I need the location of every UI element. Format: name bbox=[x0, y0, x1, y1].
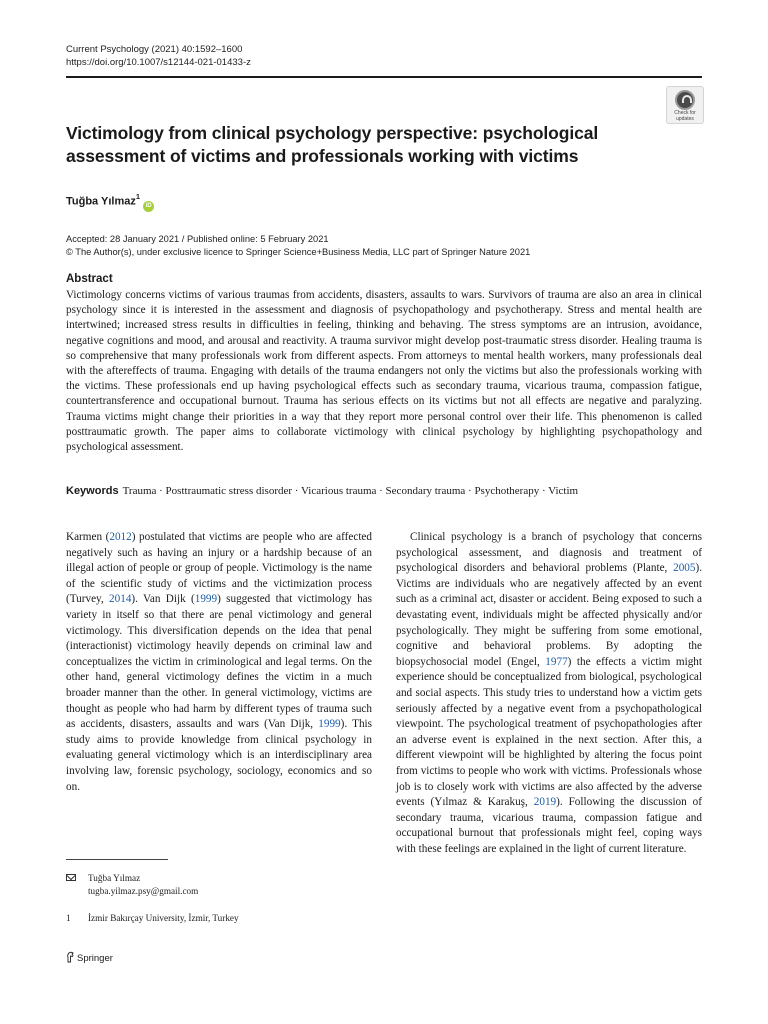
publisher-name: Springer bbox=[77, 953, 113, 964]
intro-paragraph-2 bbox=[396, 530, 702, 857]
text-run: ). This study aims to provide knowledge from clinical psychology in evaluating general victimology which is an interdisciplinary area involving law, forensic psychology, sociology, economics and so on. bbox=[66, 718, 372, 793]
citation-link[interactable]: 1999 bbox=[318, 718, 341, 731]
orcid-icon[interactable]: iD bbox=[143, 201, 154, 212]
citation-link[interactable]: 2019 bbox=[533, 796, 557, 809]
journal-header bbox=[66, 43, 251, 69]
check-updates-icon bbox=[675, 90, 695, 110]
text-run: ) the effects a victim might experience should be conceptualized from biological, psychological and social aspects. This study tries to understand how a victim gets seriously affected by a negative event from a psychopathological viewpoint. The psychological treatment of psychopathologies after an adverse event is explained in the next section. After this, a different viewpoint will be highlighted by altering the focus point from victims to people who work with victims. Professionals whose job is to closely work with victims are also affected by the adverse events (Yılmaz & Karakuş, bbox=[396, 655, 702, 809]
title-line1: Victimology from clinical psychology perspective: psychological bbox=[66, 123, 599, 143]
keywords-heading: Keywords bbox=[66, 485, 119, 497]
envelope-icon bbox=[66, 874, 76, 881]
check-for-updates-badge[interactable] bbox=[666, 86, 704, 124]
badge-line2: updates bbox=[676, 115, 694, 122]
text-run: ) postulated that victims are people who are affected negatively such as having an injury or a hardship because of an illegal action of people or group of people. Victimology is the name of the scientific study of victims and the victimization process (Turvey, bbox=[66, 531, 372, 606]
text-run: Karmen ( bbox=[66, 531, 110, 543]
affiliation-mark: 1 bbox=[66, 913, 71, 923]
text-run: ). Victims are individuals who are negatively affected by an event such as a criminal act, disaster or accident. Being exposed to such a devastating event, individuals might be affected physically and/or psychologically. They might be suffering from some emotional, cognitive and behavioral problems. By adopting the biopsychosocial model (Engel, bbox=[396, 562, 702, 668]
badge-line1: Check for bbox=[674, 110, 696, 116]
copyright-line: © The Author(s), under exclusive licence to Springer Science+Business Media, LLC part of Springer Nature 2021 bbox=[66, 247, 531, 257]
citation-link[interactable]: 1977 bbox=[545, 655, 568, 668]
citation-link[interactable]: 2005 bbox=[673, 562, 696, 575]
keywords-list: Trauma · Posttraumatic stress disorder · Vicarious trauma · Secondary trauma · Psychotherapy · Victim bbox=[122, 485, 579, 497]
author-line bbox=[66, 193, 154, 212]
body-column-left bbox=[66, 530, 372, 795]
paper-title bbox=[66, 122, 666, 167]
text-run: ). Following the discussion of secondary trauma, vicarious trauma, compassion fatigue and occupational burnout that professionals might feel, coping ways with these feelings are explained in the light of current literature. bbox=[396, 796, 702, 855]
body-column-right bbox=[396, 530, 702, 857]
citation-link[interactable]: 2012 bbox=[109, 531, 132, 543]
publisher-footer bbox=[66, 951, 113, 964]
accepted-date: Accepted: 28 January 2021 / Published online: 5 February 2021 bbox=[66, 234, 329, 244]
abstract-text: Victimology concerns victims of various traumas from accidents, disasters, assaults to wars. Survivors of trauma are also an area in clinical psychology since it is interested in the assessment and diagnosis of psychopathology and psychotherapy. Stress and mental health are intertwined; increased stress results in difficulties in feeling, thinking and behaving. The stress symptoms are an intrusion, avoidance, negative cognitions and mood, and arousal and reactivity. A trauma survivor might develop post-traumatic stress disorder. Healing trauma is so comprehensive that many professionals work from different aspects. From attorneys to mental health workers, many professionals deal with the aftereffects of trauma. Engaging with details of the trauma endangers not only the victims but also the professionals working with the victims. These professionals end up having psychological effects such as secondary trauma, vicarious trauma, compassion fatigue, countertransference and occupational burnout. Trauma has serious effects on its victims but not all effects are negative and paralyzing. Trauma victims might change their priorities in a way that they report more personal control over their life. This phenomenon is called posttraumatic growth. The paper aims to collaborate victimology with clinical psychology by highlighting psychopathology and psychological assessment. bbox=[66, 289, 702, 454]
footnote-author-name: Tuğba Yılmaz bbox=[88, 873, 141, 883]
citation-link[interactable]: 2014 bbox=[109, 593, 132, 606]
text-run: Clinical psychology is a branch of psychology that concerns psychological assessment, and diagnosis and treatment of psychological disorders and behavioral problems (Plante, bbox=[396, 531, 702, 575]
header-rule bbox=[66, 76, 702, 78]
keywords-line bbox=[66, 484, 702, 498]
author-name: Tuğba Yılmaz bbox=[66, 195, 136, 208]
doi-link[interactable]: https://doi.org/10.1007/s12144-021-01433-z bbox=[66, 57, 251, 68]
author-affil-mark: 1 bbox=[135, 192, 141, 201]
text-run: ). Van Dijk ( bbox=[131, 593, 195, 606]
title-line2: assessment of victims and professionals working with victims bbox=[66, 145, 579, 166]
abstract-heading: Abstract bbox=[66, 273, 113, 285]
corresponding-author-note bbox=[66, 872, 372, 897]
affiliation-text: İzmir Bakırçay University, İzmir, Turkey bbox=[88, 913, 239, 923]
springer-horse-icon bbox=[66, 951, 75, 963]
footnote-rule bbox=[66, 859, 168, 860]
text-run: ) suggested that victimology has variety in itself so that there are penal victimology and general victimology. This diversification depends on the idea that penal (interactionist) victimology heavily depends on criminal law and conceptualizes the victim in criminological and legal terms. On the other hand, general victimology defines the victim in a much broader manner than the other. In general victimology, victims are thought as people who had harm by different types of trauma such as accidents, disasters, assaults and wars (Van Dijk, bbox=[66, 593, 372, 731]
intro-paragraph-1 bbox=[66, 530, 372, 795]
publication-info bbox=[66, 233, 530, 259]
journal-citation: Current Psychology (2021) 40:1592–1600 bbox=[66, 44, 243, 55]
citation-link[interactable]: 1999 bbox=[194, 593, 218, 606]
author-email[interactable]: tugba.yilmaz.psy@gmail.com bbox=[88, 885, 199, 896]
affiliation-note bbox=[66, 912, 372, 925]
